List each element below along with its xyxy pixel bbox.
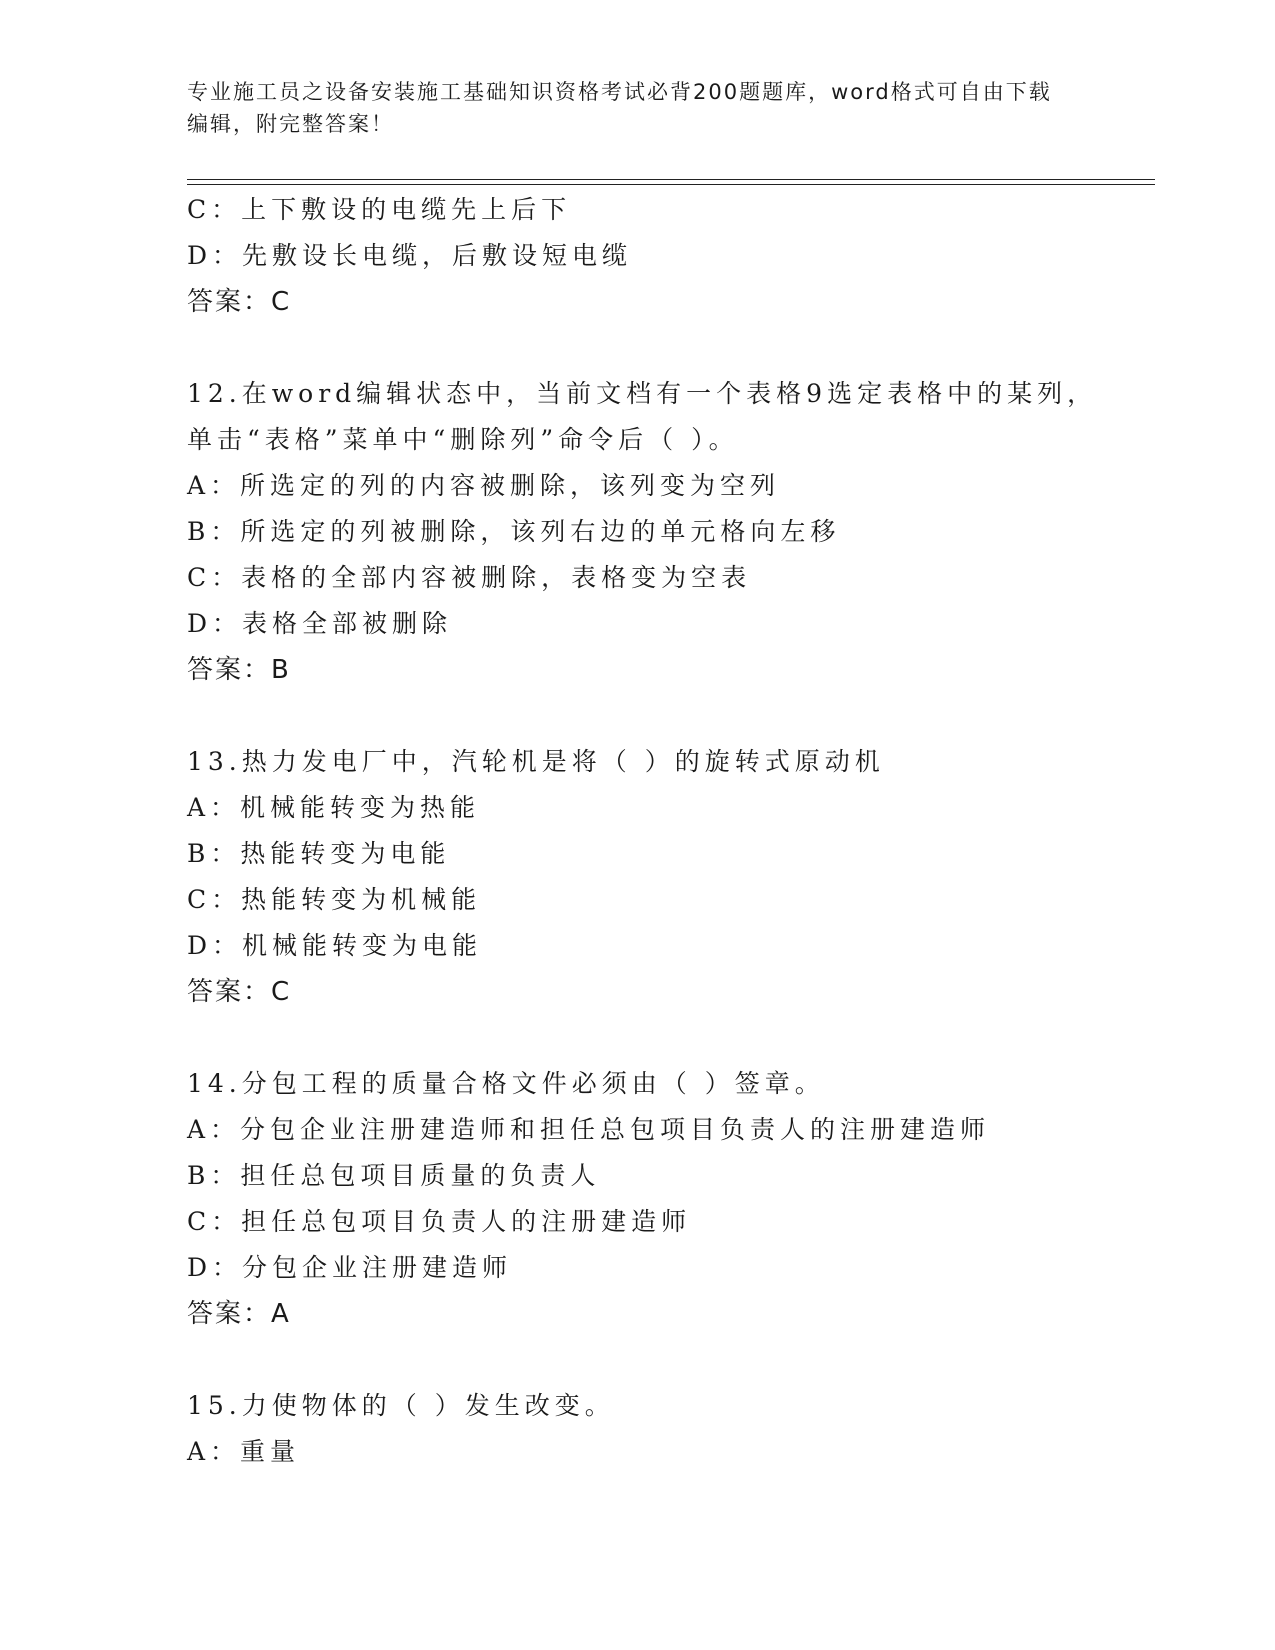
question-12	[187, 371, 1147, 693]
option-c: C：表格的全部内容被删除，表格变为空表	[187, 563, 752, 592]
document-header-title: 专业施工员之设备安装施工基础知识资格考试必背200题题库，word格式可自由下载编辑，附完整答案！	[187, 80, 1052, 136]
option-a: A：机械能转变为热能	[187, 793, 481, 822]
document-header	[187, 76, 1067, 140]
option-a: A：重量	[187, 1437, 301, 1466]
question-stem: 14.分包工程的质量合格文件必须由（ ）签章。	[187, 1069, 825, 1098]
question-stem: 15.力使物体的（ ）发生改变。	[187, 1391, 615, 1420]
option-c: C：上下敷设的电缆先上后下	[187, 195, 572, 224]
option-c: C：担任总包项目负责人的注册建造师	[187, 1207, 692, 1236]
option-d: D：表格全部被删除	[187, 609, 453, 638]
option-b: B：热能转变为电能	[187, 839, 451, 868]
question-stem: 12.在word编辑状态中，当前文档有一个表格9选定表格中的某列，	[187, 379, 1098, 408]
question-15	[187, 1383, 1147, 1475]
question-stem: 13.热力发电厂中，汽轮机是将（ ）的旋转式原动机	[187, 747, 885, 776]
document-body	[187, 187, 1147, 1475]
question-spacer	[187, 693, 1147, 739]
answer-line: 答案：C	[187, 287, 292, 317]
question-continued	[187, 187, 1147, 325]
question-stem-continued: 单击“表格”菜单中“删除列”命令后（ ）。	[187, 425, 739, 454]
question-spacer	[187, 1015, 1147, 1061]
option-d: D：机械能转变为电能	[187, 931, 483, 960]
answer-line: 答案：B	[187, 655, 291, 685]
option-a: A：分包企业注册建造师和担任总包项目负责人的注册建造师	[187, 1115, 991, 1144]
question-spacer	[187, 325, 1147, 371]
question-13	[187, 739, 1147, 1015]
answer-line: 答案：A	[187, 1299, 291, 1329]
header-divider-bottom	[187, 184, 1155, 185]
option-d: D：分包企业注册建造师	[187, 1253, 513, 1282]
question-14	[187, 1061, 1147, 1337]
question-spacer	[187, 1337, 1147, 1383]
option-b: B：所选定的列被删除，该列右边的单元格向左移	[187, 517, 841, 546]
option-d: D：先敷设长电缆，后敷设短电缆	[187, 241, 633, 270]
option-b: B：担任总包项目质量的负责人	[187, 1161, 601, 1190]
header-divider-top	[187, 179, 1155, 180]
option-c: C：热能转变为机械能	[187, 885, 482, 914]
option-a: A：所选定的列的内容被删除，该列变为空列	[187, 471, 781, 500]
answer-line: 答案：C	[187, 977, 292, 1007]
